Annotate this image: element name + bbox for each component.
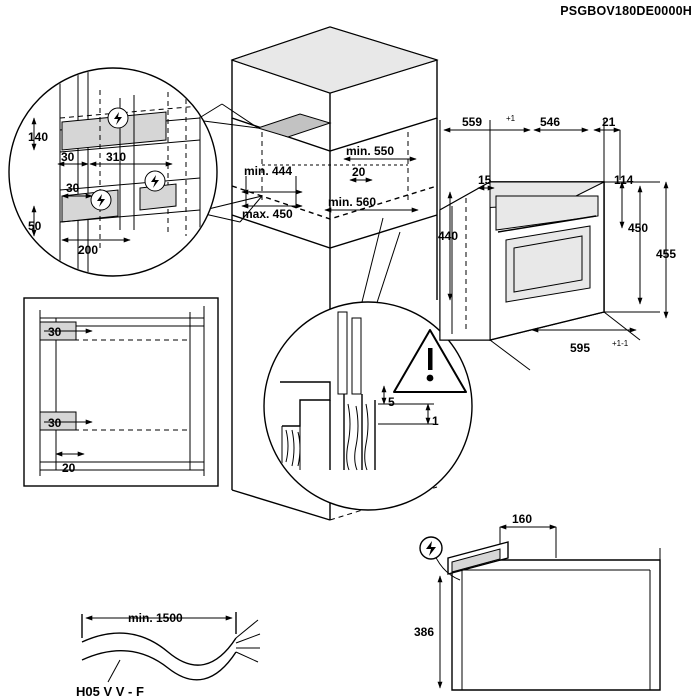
dim-114: 114 <box>614 173 634 187</box>
dim-max-450: max. 450 <box>242 207 293 221</box>
dim-min-444: min. 444 <box>244 164 293 178</box>
dim-50: 50 <box>28 219 42 233</box>
dim-595: 595 <box>570 341 591 355</box>
dim-595-tolerance: +1-1 <box>612 339 629 348</box>
dim-559-tolerance: +1 <box>506 114 516 123</box>
dim-455: 455 <box>656 247 677 261</box>
dim-21: 21 <box>602 115 616 129</box>
dim-386: 386 <box>414 625 435 639</box>
dim-tl-30b: 30 <box>66 181 80 195</box>
door-opening-diagram <box>414 512 660 690</box>
dim-546: 546 <box>540 115 561 129</box>
detail-mid-left <box>24 298 218 486</box>
dim-15: 15 <box>478 173 492 187</box>
electric-bolt-icon <box>108 108 128 128</box>
electric-bolt-icon <box>91 190 111 210</box>
dim-1: 1 <box>432 414 439 428</box>
dim-450: 450 <box>628 221 649 235</box>
dim-5: 5 <box>388 395 395 409</box>
detail-top-left <box>9 60 217 276</box>
document-code: PSGBOV180DE0000H <box>560 4 692 18</box>
dim-ml-30a: 30 <box>48 325 62 339</box>
dim-min-1500: min. 1500 <box>128 611 183 625</box>
electric-bolt-icon <box>420 537 442 559</box>
dim-ml-20: 20 <box>62 461 76 475</box>
dim-min-560: min. 560 <box>328 195 377 209</box>
dim-160: 160 <box>512 512 533 526</box>
dim-cabinet-20: 20 <box>352 165 366 179</box>
dim-200: 200 <box>78 243 99 257</box>
dim-ml-30b: 30 <box>48 416 62 430</box>
appliance-isometric <box>438 114 676 370</box>
dim-310: 310 <box>106 150 127 164</box>
dim-tl-30a: 30 <box>61 150 75 164</box>
electric-bolt-icon <box>145 171 165 191</box>
dim-559: 559 <box>462 115 483 129</box>
dim-440: 440 <box>438 229 459 243</box>
dim-min-550: min. 550 <box>346 144 395 158</box>
cable-diagram <box>76 611 260 699</box>
cable-type-label: H05 V V - F <box>76 684 144 699</box>
dim-140: 140 <box>28 130 49 144</box>
